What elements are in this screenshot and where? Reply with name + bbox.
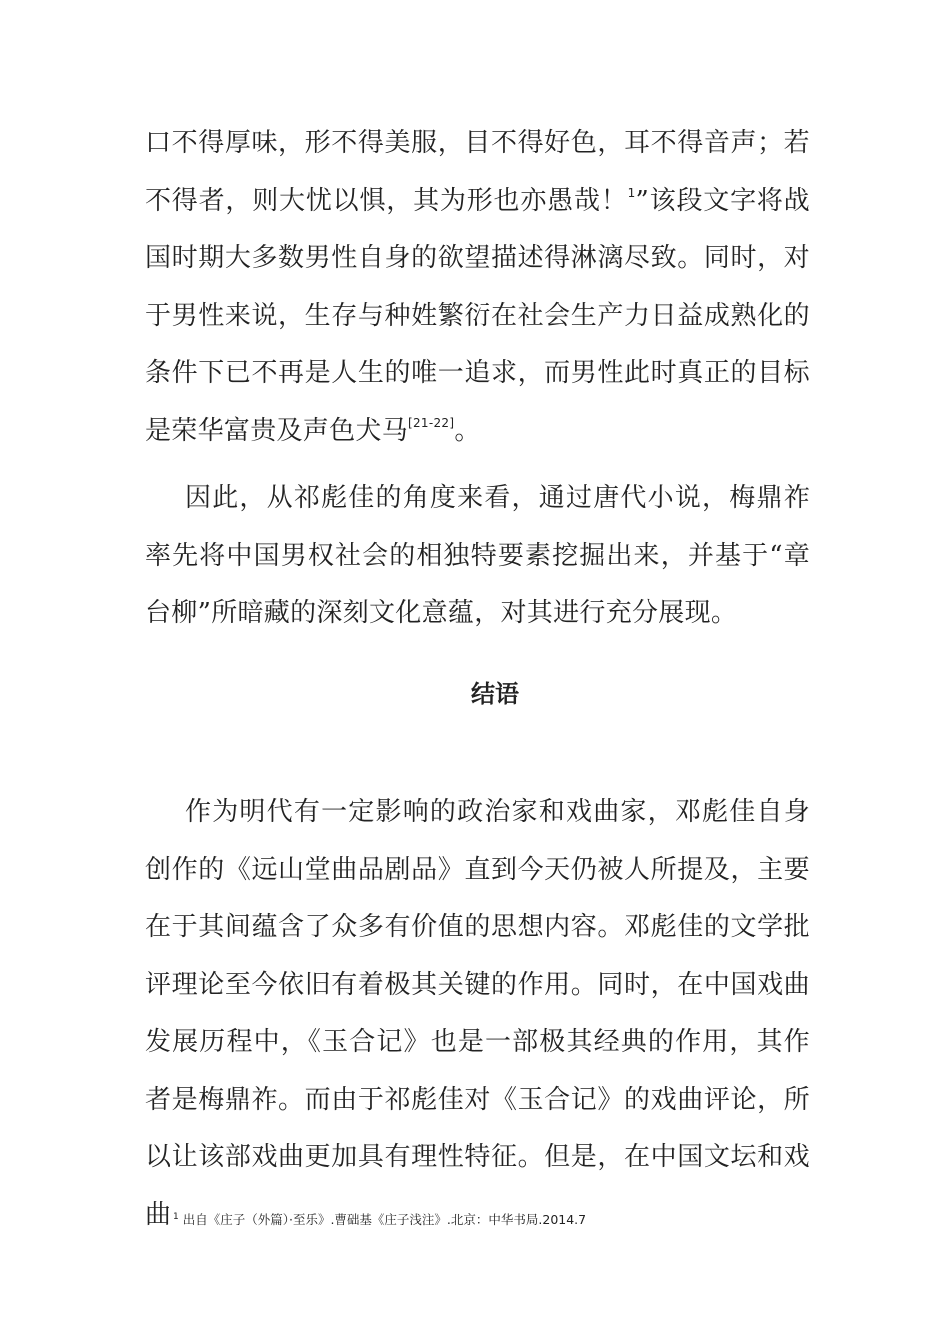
footnote-mark: 1: [173, 1212, 179, 1222]
body-paragraph-3: 作为明代有一定影响的政治家和戏曲家，邓彪佳自身创作的《远山堂曲品剧品》直到今天仍被人所提及，主要在于其间蕴含了众多有价值的思想内容。邓彪佳的文学批评理论至今依旧有着极其关键的作用。同时，在中国戏曲发展历程中，《玉合记》也是一部极其经典的作用，其作者是梅鼎祚。而由于祁彪佳对《玉合记》的戏曲评论，所以让该部戏曲更加具有理性特征。但是，在中国文坛和戏曲: [145, 797, 810, 1230]
footnote-reference[interactable]: 1: [627, 185, 636, 200]
paragraph-text: 口不得厚味，形不得美服，目不得好色，耳不得音声；若不得者，则大忧以惧，其为形也亦愚哉！: [145, 128, 810, 216]
citation-reference[interactable]: [21-22]: [408, 415, 455, 430]
section-heading: 结语: [471, 680, 519, 708]
footnote: [173, 1210, 586, 1230]
body-paragraph-1: [145, 115, 810, 460]
body-paragraph-2: 因此，从祁彪佳的角度来看，通过唐代小说，梅鼎祚率先将中国男权社会的相独特要素挖掘出来，并基于“章台柳”所暗藏的深刻文化意蕴，对其进行充分展现。: [145, 483, 810, 628]
paragraph-text: ”该段文字将战国时期大多数男性自身的欲望描述得淋漓尽致。同时，对于男性来说，生存与种姓繁衍在社会生产力日益成熟化的条件下已不再是人生的唯一追求，而男性此时真正的目标是荣华富贵及声色犬马: [145, 185, 810, 446]
paragraph-text: 。: [454, 415, 481, 446]
footnote-text: 出自《庄子（外篇）·至乐》.曹础基《庄子浅注》.北京：中华书局.2014.7: [182, 1212, 587, 1227]
